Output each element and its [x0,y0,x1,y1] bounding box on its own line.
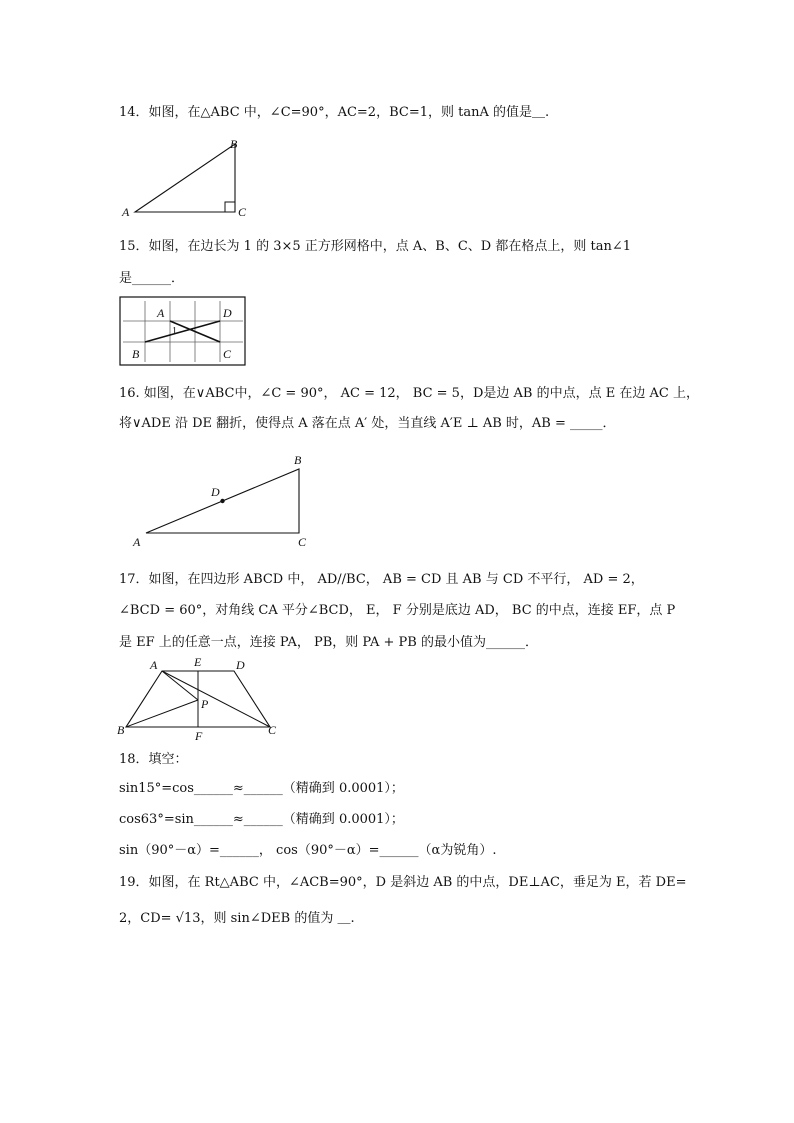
q15-label-a: A [157,306,165,320]
q16-label-c: C [298,535,307,549]
q18-line3: sin（90°－α）=______， cos（90°－α）=______（α为锐角）. [119,843,497,858]
q16-label-a: A [133,535,141,549]
q15-angle-label: 1 [172,326,177,337]
q17-label-d: D [236,658,245,672]
q17-label-f: F [195,729,203,743]
q16-midpoint-d [220,499,224,503]
q14-label-a: A [122,205,130,219]
q19-line2: 2，CD= √13，则 sin∠DEB 的值为 ＿. [119,911,355,926]
q15-label-c: C [223,347,232,361]
q17-label-b: B [117,723,125,737]
q17-label-c: C [268,723,277,737]
q16-line1: 16. 如图，在∨ABC中，∠C = 90°， AC = 12， BC = 5，D是边 AB 的中点，点 E 在边 AC 上， [119,386,699,401]
q17-segment-pa [162,671,198,700]
q15-segment-bd [145,321,220,342]
q19-line1: 19．如图，在 Rt△ABC 中，∠ACB=90°，D 是斜边 AB 的中点，DE⊥AC，垂足为 E，若 DE= [119,875,687,890]
q15-label-d: D [223,306,232,320]
q14-label-c: C [238,205,247,219]
q16-triangle-figure [128,450,320,552]
q15-label-b: B [132,347,140,361]
q15-line1: 15．如图，在边长为 1 的 3×5 正方形网格中，点 A、B、C、D 都在格点上，则 tan∠1 [119,239,631,254]
q14-label-b: B [230,137,238,151]
q16-label-b: B [294,453,302,467]
q17-line1: 17．如图，在四边形 ABCD 中， AD//BC， AB = CD 且 AB 与 CD 不平行， AD = 2， [119,572,644,587]
q14-text: 14．如图，在△ABC 中，∠C=90°，AC=2，BC=1，则 tanA 的值是＿. [119,105,550,120]
q17-line2: ∠BCD = 60°，对角线 CA 平分∠BCD， E， F 分别是底边 AD， BC 的中点，连接 EF，点 P [119,603,676,618]
q15-grid-figure [119,296,247,368]
q17-line3: 是 EF 上的任意一点，连接 PA， PB，则 PA + PB 的最小值为______． [119,635,538,650]
q17-diagonal-ac [162,671,270,727]
q14-triangle [135,144,235,212]
q18-title: 18．填空： [119,752,188,767]
q17-label-a: A [150,658,158,672]
q17-segment-pb [126,700,198,727]
q17-trapezoid-figure [114,654,286,744]
q18-line1: sin15°=cos______≈______（精确到 0.0001）； [119,781,404,796]
q16-label-d: D [211,485,220,499]
q14-triangle-figure [118,134,258,220]
q14-right-angle-mark [225,202,235,212]
q16-line2: 将∨ADE 沿 DE 翻折，使得点 A 落在点 A′ 处，当直线 A′E ⊥ AB 时，AB = _____． [119,416,616,431]
q17-label-e: E [194,655,202,669]
q15-line2: 是______． [119,271,185,286]
q17-label-p: P [201,697,209,711]
q18-line2: cos63°=sin______≈______（精确到 0.0001）； [119,812,404,827]
